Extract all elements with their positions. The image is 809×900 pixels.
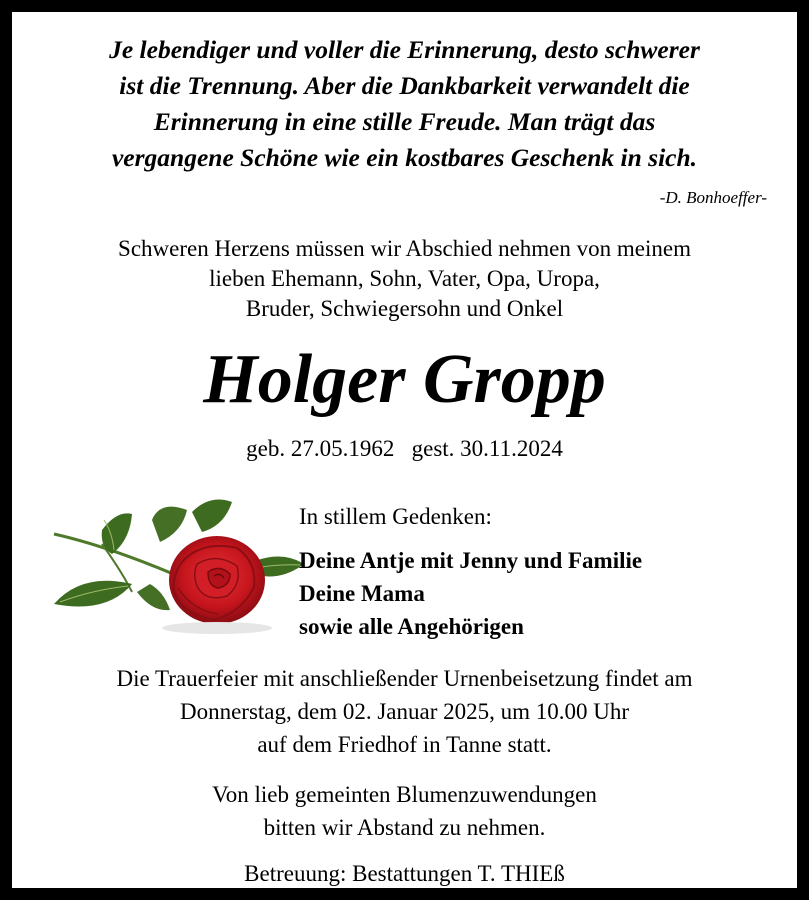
in-memory-block	[299, 502, 769, 643]
announcement-intro	[32, 234, 777, 324]
deceased-name: Holger Gropp	[203, 341, 606, 418]
intro-line: lieben Ehemann, Sohn, Vater, Opa, Uropa,	[209, 266, 600, 291]
service-line: Donnerstag, dem 02. Januar 2025, um 10.00 Uhr	[179, 699, 630, 724]
flowers-line: Von lieb gemeinten Blumenzuwendungen	[212, 782, 597, 807]
mourner-line: sowie alle Angehörigen	[299, 614, 524, 639]
flowers-request	[32, 778, 777, 844]
intro-line: Schweren Herzens müssen wir Abschied nehmen von meinem	[118, 236, 691, 261]
quote-line: Je lebendiger und voller die Erinnerung, desto schwerer	[109, 35, 700, 64]
quote-author: -D. Bonhoeffer-	[659, 188, 767, 207]
memory-heading: In stillem Gedenken:	[299, 504, 492, 529]
service-line: auf dem Friedhof in Tanne statt.	[257, 732, 552, 757]
flowers-line: bitten wir Abstand zu nehmen.	[263, 815, 546, 840]
mourners-list	[299, 544, 769, 643]
funeral-service-info	[32, 662, 777, 761]
service-line: Die Trauerfeier mit anschließender Urnenbeisetzung findet am	[116, 666, 693, 691]
intro-line: Bruder, Schwiegersohn und Onkel	[245, 296, 564, 321]
funeral-home-credit: Betreuung: Bestattungen T. THIEß	[244, 861, 565, 886]
quote-line: ist die Trennung. Aber die Dankbarkeit verwandelt die	[119, 71, 690, 100]
quote-line: Erinnerung in eine stille Freude. Man trägt das	[153, 107, 656, 136]
mourner-line: Deine Antje mit Jenny und Familie	[299, 548, 643, 573]
quote-line: vergangene Schöne wie ein kostbares Geschenk in sich.	[111, 143, 698, 172]
red-rose-icon	[42, 492, 302, 642]
mourner-line: Deine Mama	[299, 581, 425, 606]
life-dates: geb. 27.05.1962 gest. 30.11.2024	[246, 436, 563, 461]
bonhoeffer-quote	[32, 32, 777, 176]
